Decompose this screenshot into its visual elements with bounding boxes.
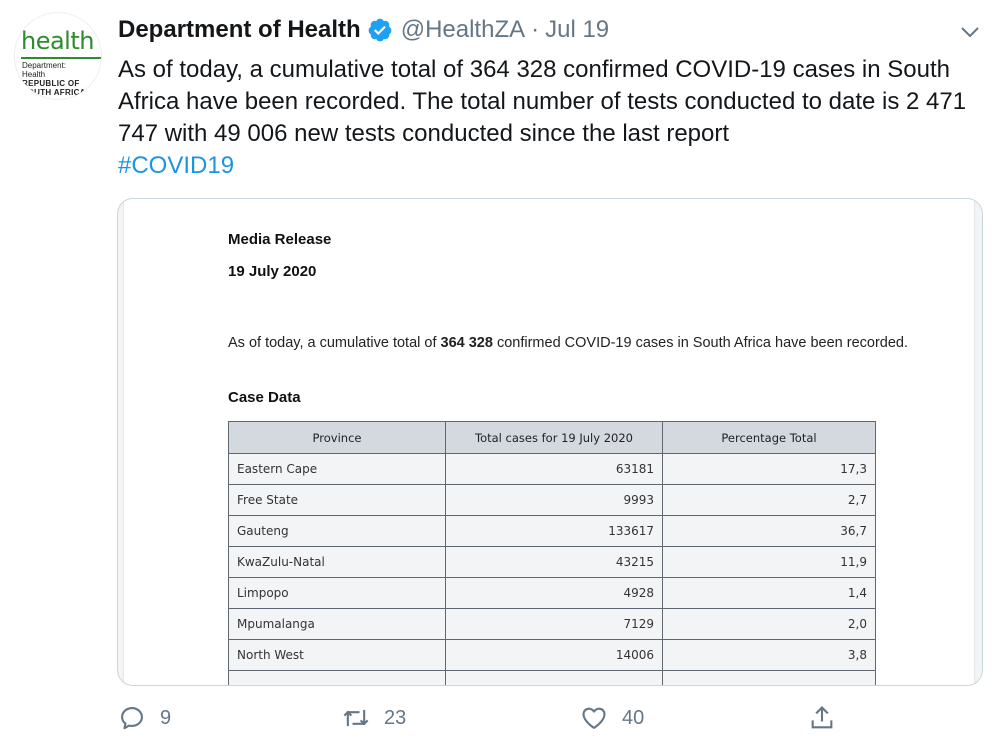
cases-cell: 4928	[446, 578, 663, 609]
avatar[interactable]	[14, 12, 102, 100]
cases-cell: 43215	[446, 547, 663, 578]
province-cell	[229, 671, 446, 687]
table-row	[229, 578, 876, 609]
table-row	[229, 609, 876, 640]
cases-cell: 63181	[446, 454, 663, 485]
province-cell: Gauteng	[229, 516, 446, 547]
logo-divider	[21, 57, 101, 59]
percentage-cell: 36,7	[663, 516, 876, 547]
like-count: 40	[622, 706, 645, 729]
reply-count: 9	[160, 706, 172, 729]
section-heading: Case Data	[228, 389, 301, 406]
cases-cell: 9993	[446, 485, 663, 516]
province-cell: KwaZulu-Natal	[229, 547, 446, 578]
table-row	[229, 454, 876, 485]
document-paragraph	[228, 332, 908, 355]
paragraph-text-end: confirmed COVID-19 cases in South Africa have been recorded.	[492, 335, 909, 351]
case-data-table	[228, 421, 876, 686]
cases-cell: 133617	[446, 516, 663, 547]
cases-cell	[446, 671, 663, 687]
province-cell: Limpopo	[229, 578, 446, 609]
table-header-province: Province	[229, 422, 446, 454]
percentage-cell: 11,9	[663, 547, 876, 578]
share-icon	[808, 704, 836, 732]
logo-line-1: Department:	[22, 61, 67, 70]
percentage-cell: 1,4	[663, 578, 876, 609]
logo-subtitle	[22, 61, 101, 97]
like-button[interactable]	[580, 704, 644, 732]
document-date: 19 July 2020	[228, 263, 317, 280]
author-name[interactable]: Department of Health	[118, 16, 361, 43]
share-button[interactable]	[808, 704, 836, 732]
logo-line-3: REPUBLIC OF SOUTH AFRICA	[22, 79, 86, 97]
table-row	[229, 516, 876, 547]
media-attachment[interactable]	[117, 198, 983, 686]
document-title: Media Release	[228, 231, 332, 248]
header-separator: ·	[531, 16, 540, 43]
heart-icon	[580, 704, 608, 732]
verified-badge-icon	[367, 17, 393, 43]
table-row	[229, 547, 876, 578]
paragraph-text-start: As of today, a cumulative total of	[228, 335, 441, 351]
province-cell: Eastern Cape	[229, 454, 446, 485]
cases-cell: 7129	[446, 609, 663, 640]
logo-word: health	[21, 27, 94, 55]
tweet-actions	[118, 704, 858, 736]
percentage-cell: 3,8	[663, 640, 876, 671]
reply-icon	[118, 704, 146, 732]
province-cell: Free State	[229, 485, 446, 516]
tweet-text	[118, 54, 978, 182]
tweet-header	[118, 14, 609, 46]
table-row	[229, 485, 876, 516]
table-row	[229, 640, 876, 671]
logo-line-2: Health	[22, 70, 46, 79]
reply-button[interactable]	[118, 704, 171, 732]
province-cell: North West	[229, 640, 446, 671]
table-header-row	[229, 422, 876, 454]
hashtag-link[interactable]: #COVID19	[118, 152, 235, 179]
table-header-total-cases: Total cases for 19 July 2020	[446, 422, 663, 454]
author-handle[interactable]: @HealthZA	[400, 16, 526, 43]
percentage-cell: 17,3	[663, 454, 876, 485]
percentage-cell: 2,7	[663, 485, 876, 516]
cases-cell: 14006	[446, 640, 663, 671]
tweet-body: As of today, a cumulative total of 364 328 confirmed COVID-19 cases in South Africa have been recorded. The total number of tests conducted to date is 2 471 747 with 49 006 new tests conducted since the last report	[118, 56, 967, 147]
province-cell: Mpumalanga	[229, 609, 446, 640]
retweet-button[interactable]	[342, 704, 406, 732]
media-release-document	[124, 199, 974, 685]
chevron-down-icon[interactable]	[958, 20, 982, 44]
retweet-count: 23	[384, 706, 407, 729]
percentage-cell: 2,0	[663, 609, 876, 640]
percentage-cell	[663, 671, 876, 687]
table-row-partial	[229, 671, 876, 687]
table-header-percentage: Percentage Total	[663, 422, 876, 454]
tweet-date[interactable]: Jul 19	[545, 16, 610, 43]
retweet-icon	[342, 704, 370, 732]
paragraph-total-cases: 364 328	[440, 335, 493, 351]
